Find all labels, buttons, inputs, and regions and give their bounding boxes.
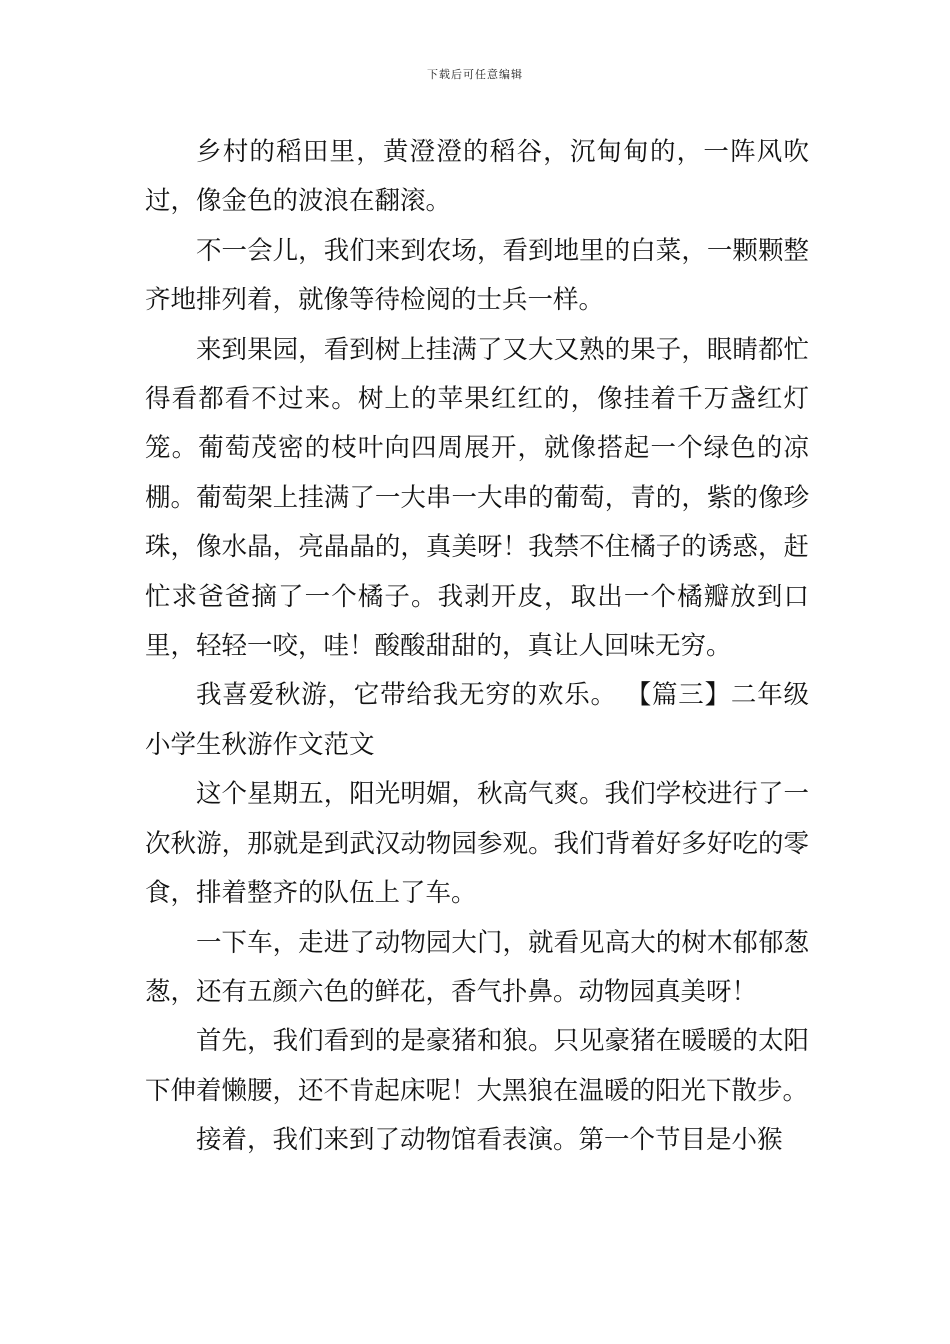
page-header: 下载后可任意编辑 bbox=[427, 68, 523, 81]
paragraph-section-three-heading: 我喜爱秋游，它带给我无穷的欢乐。 【篇三】二年级小学生秋游作文范文 bbox=[145, 680, 809, 760]
paragraph-zoo-gate: 一下车，走进了动物园大门，就看见高大的树木郁郁葱葱，还有五颜六色的鲜花，香气扑鼻。动物园真美呀！ bbox=[145, 927, 809, 1007]
essay-body bbox=[145, 128, 809, 1166]
paragraph-animal-show: 接着，我们来到了动物馆看表演。第一个节目是小猴 bbox=[196, 1125, 783, 1156]
paragraph-porcupine-wolf: 首先，我们看到的是豪猪和狼。只见豪猪在暖暖的太阳下伸着懒腰，还不肯起床呢！大黑狼在温暖的阳光下散步。 bbox=[145, 1026, 809, 1106]
paragraph-friday-trip: 这个星期五，阳光明媚，秋高气爽。我们学校进行了一次秋游，那就是到武汉动物园参观。我们背着好多好吃的零食，排着整齐的队伍上了车。 bbox=[145, 779, 809, 909]
paragraph-farm: 不一会儿，我们来到农场，看到地里的白菜，一颗颗整齐地排列着，就像等待检阅的士兵一样。 bbox=[145, 235, 809, 316]
paragraph-orchard: 来到果园，看到树上挂满了又大又熟的果子，眼睛都忙得看都看不过来。树上的苹果红红的，像挂着千万盏红灯笼。葡萄茂密的枝叶向四周展开，就像搭起一个绿色的凉棚。葡萄架上挂满了一大串一大串的葡萄，青的，紫的像珍珠，像水晶，亮晶晶的，真美呀！我禁不住橘子的诱惑，赶忙求爸爸摘了一个橘子。我剥开皮，取出一个橘瓣放到口里，轻轻一咬，哇！酸酸甜甜的，真让人回味无穷。 bbox=[145, 334, 809, 662]
paragraph-rice-field: 乡村的稻田里，黄澄澄的稻谷，沉甸甸的，一阵风吹过，像金色的波浪在翻滚。 bbox=[145, 137, 809, 217]
